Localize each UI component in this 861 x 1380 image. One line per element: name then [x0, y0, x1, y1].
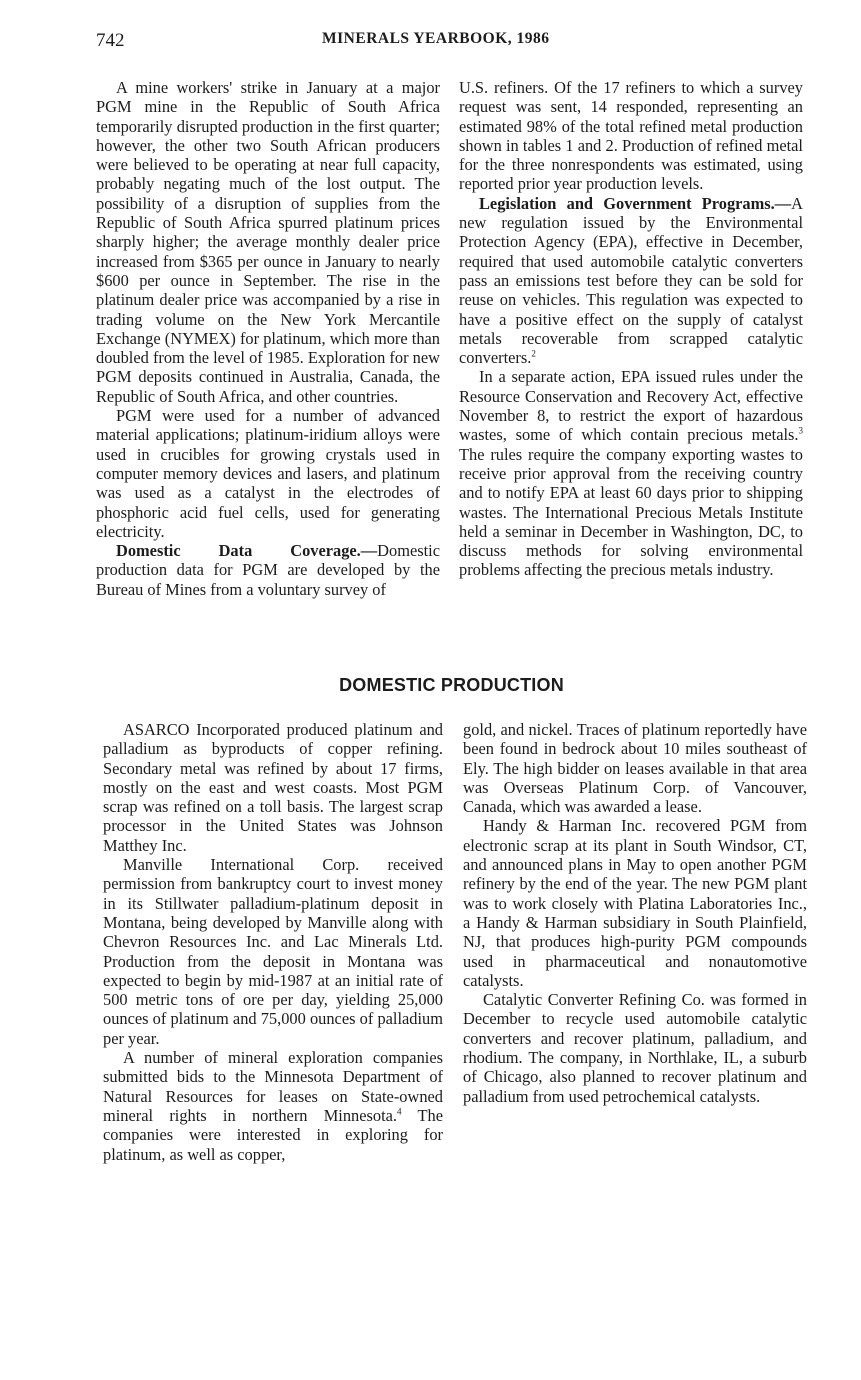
paragraph-text: The rules require the company exporting wastes to receive prior approval from the receiving country and to notify EPA at least 60 days prior to shipping wastes. The International Precious Metals Institute held a seminar in December in Washington, DC, to discuss methods for solving environmental problems affecting the precious metals industry. [459, 444, 803, 580]
lower-left-column [103, 720, 443, 1164]
paragraph-text: Manville International Corp. received permission from bankruptcy court to invest money in its Stillwater palladium-platinum deposit in Montana, being developed by Manville along with Chevron Resources Inc. and Lac Minerals Ltd. Production from the deposit in Montana was expected to begin by mid-1987 at an initial rate of 500 metric tons of ore per day, yielding 25,000 ounces of platinum and 75,000 ounces of palladium per year. [103, 855, 443, 1048]
paragraph-text: Catalytic Converter Refining Co. was formed in December to recycle used automobile catalytic converters and recover platinum, palladium, and rhodium. The company, in Northlake, IL, a suburb of Chicago, also planned to recover platinum and palladium from used petrochemical catalysts. [463, 990, 807, 1106]
lower-right-column [463, 720, 807, 1106]
paragraph-text: gold, and nickel. Traces of platinum reportedly have been found in bedrock about 10 miles southeast of Ely. The high bidder on leases available in that area was Overseas Platinum Corp. of Vancouver, Canada, which was awarded a lease. [463, 720, 807, 817]
paragraph-text: PGM were used for a number of advanced material applications; platinum-iridium alloys were used in crucibles for growing crystals used in computer memory devices and lasers, and platinum was used as a catalyst in the electrodes of phosphoric acid fuel cells, used for generating electricity. [96, 406, 440, 541]
paragraph-text: Domestic production data for PGM are developed by the Bureau of Mines from a voluntary survey of [96, 541, 440, 599]
paragraph-text: A new regulation issued by the Environmental Protection Agency (EPA), effective in December, required that used automobile catalytic converters pass an emissions test before they can be sold for reuse on vehicles. This regulation was expected to have a positive effect on the supply of catalyst metals recoverable from scrapped catalytic converters. [459, 193, 803, 368]
paragraph-refiners-survey [459, 78, 803, 194]
paragraph-domestic-data-coverage [96, 541, 440, 599]
paragraph-text: ASARCO Incorporated produced platinum and palladium as byproducts of copper refining. Secondary metal was refined by about 17 firms, mostly on the east and west coasts. Most PGM scrap was refined on a toll basis. The largest scrap processor in the United States was Johnson Matthey Inc. [103, 720, 443, 855]
paragraph-advanced-applications [96, 406, 440, 541]
paragraph-text: U.S. refiners. Of the 17 refiners to which a survey request was sent, 14 responded, representing an estimated 98% of the total refined metal production shown in tables 1 and 2. Production of refined metal for the three nonrespondents was estimated, using reported prior year production levels. [459, 78, 803, 194]
paragraph-manville [103, 855, 443, 1048]
paragraph-text: A number of mineral exploration companies submitted bids to the Minnesota Department of Natural Resources for leases on State-owned mineral rights in northern Minnesota. [103, 1048, 443, 1125]
paragraph-strike-summary [96, 78, 440, 406]
paragraph-asarco [103, 720, 443, 855]
paragraph-text: Handy & Harman Inc. recovered PGM from electronic scrap at its plant in South Windsor, CT, and announced plans in May to open another PGM refinery by the end of the year. The new PGM plant was to work closely with Platina Laboratories Inc., a Handy & Harman subsidiary in South Plainfield, NJ, that produces high-purity PGM compounds used in pharmaceutical and nonautomotive catalysts. [463, 816, 807, 990]
paragraph-text: In a separate action, EPA issued rules under the Resource Conservation and Recovery Act, effective November 8, to restrict the export of hazardous wastes, some of which contain precious metals. [459, 367, 803, 445]
paragraph-text: The companies were interested in exploring for platinum, as well as copper, [103, 1105, 443, 1164]
paragraph-epa-rules [459, 367, 803, 579]
run-in-heading: Legislation and Government Programs.— [479, 193, 792, 213]
paragraph-minnesota-exploration [103, 1048, 443, 1164]
footnote-marker: 2 [531, 348, 536, 359]
running-title: MINERALS YEARBOOK, 1986 [322, 30, 550, 47]
footnote-marker: 4 [397, 1106, 402, 1117]
section-heading: DOMESTIC PRODUCTION [339, 675, 564, 695]
paragraph-text: A mine workers' strike in January at a major PGM mine in the Republic of South Africa temporarily disrupted production in the first quarter; however, the other two South African producers were believed to be operating at near full capacity, probably negating much of the lost output. The possibility of a disruption of supplies from the Republic of South Africa spurred platinum prices sharply higher; the average monthly dealer price increased from $365 per ounce in January to nearly $600 per ounce in September. The rise in the platinum dealer price was accompanied by a rise in trading volume on the New York Mercantile Exchange (NYMEX) for platinum, which more than doubled from the level of 1985. Exploration for new PGM deposits continued in Australia, Canada, the Republic of South Africa, and other countries. [96, 78, 440, 406]
upper-right-column [459, 78, 803, 580]
paragraph-catalytic-converter-refining [463, 990, 807, 1106]
paragraph-legislation [459, 194, 803, 368]
page-number: 742 [96, 30, 125, 51]
paragraph-ely-leases [463, 720, 807, 816]
page-header [96, 30, 808, 54]
paragraph-handy-harman [463, 816, 807, 990]
run-in-heading: Domestic Data Coverage.— [116, 541, 378, 561]
footnote-marker: 3 [798, 425, 803, 436]
upper-left-column [96, 78, 440, 599]
